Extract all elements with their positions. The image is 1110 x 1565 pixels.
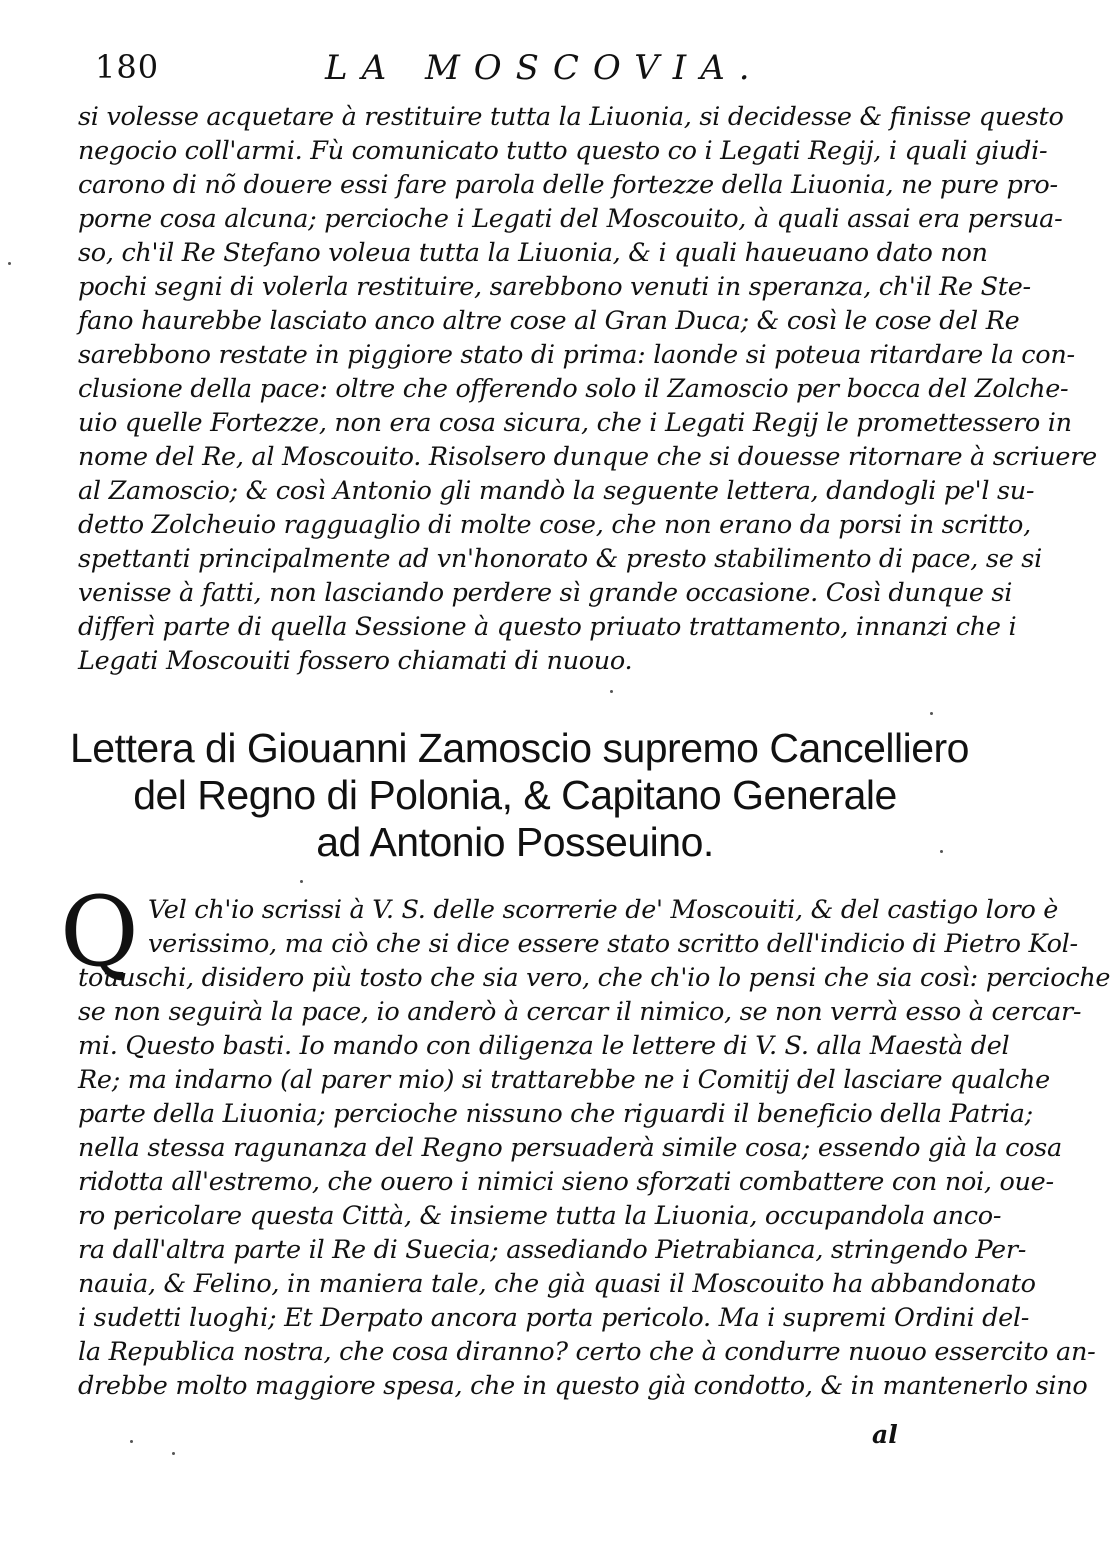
text-line: venisse à fatti, non lasciando perdere sì grande occasione. Così dunque si [78,578,1013,608]
text-line: fano haurebbe lasciato anco altre cose al Gran Duca; & così le cose del Re [78,306,1020,336]
text-line: nauia, & Felino, in maniera tale, che già quasi il Moscouito ha abbandonato [78,1269,1036,1299]
text-line: sarebbono restate in piggiore stato di prima: laonde si poteua ritardare la con- [78,340,1075,370]
text-line: differì parte di quella Sessione à questo priuato trattamento, innanzi che i [78,612,1017,642]
text-line: ra dall'altra parte il Re di Suecia; assediando Pietrabianca, stringendo Per- [78,1235,1027,1265]
text-line: so, ch'il Re Stefano voleua tutta la Liuonia, & i quali haueuano dato non [78,238,988,268]
text-line: detto Zolcheuio ragguaglio di molte cose, che non erano da porsi in scritto, [78,510,1031,540]
text-line: al Zamoscio; & così Antonio gli mandò la seguente lettera, dandogli pe'l su- [78,476,1035,506]
heading-line: ad Antonio Posseuino. [316,819,714,865]
text-line: carono di nõ douere essi fare parola delle fortezze della Liuonia, ne pure pro- [78,170,1058,200]
scan-speck [940,850,943,853]
text-line: Re; ma indarno (al parer mio) si trattarebbe ne i Comitij del lasciare qualche [78,1065,1050,1095]
text-line: porne cosa alcuna; percioche i Legati del Moscouito, à quali assai era persua- [78,204,1063,234]
text-line: drebbe molto maggiore spesa, che in questo già condotto, & in mantenerlo sino [78,1371,1088,1401]
text-line: Vel ch'io scrissi à V. S. delle scorrerie de' Moscouiti, & del castigo loro è [148,895,1059,925]
text-line: verissimo, ma ciò che si dice essere stato scritto dell'indicio di Pietro Kol- [148,929,1078,959]
text-line: ro pericolare questa Città, & insieme tutta la Liuonia, occupandola anco- [78,1201,1002,1231]
scan-speck [172,1452,175,1455]
text-line: negocio coll'armi. Fù comunicato tutto questo co i Legati Regij, i quali giudi- [78,136,1048,166]
text-line: si volesse acquetare à restituire tutta la Liuonia, si decidesse & finisse questo [78,102,1064,132]
scan-speck [300,880,303,883]
text-line: Legati Moscouiti fossero chiamati di nuouo. [78,646,633,676]
letter-heading [70,725,969,866]
text-line: mi. Questo basti. Io mando con diligenza le lettere di V. S. alla Maestà del [78,1031,1010,1061]
text-line: i sudetti luoghi; Et Derpato ancora porta pericolo. Ma i supremi Ordini del- [78,1303,1030,1333]
page-number: 180 [95,48,160,86]
heading-line: Lettera di Giouanni Zamoscio supremo Cancelliero [70,725,969,771]
scan-speck [610,690,613,693]
text-line: uio quelle Fortezze, non era cosa sicura, che i Legati Regij le promettessero in [78,408,1072,438]
running-head: LA MOSCOVIA. [325,48,764,88]
text-line: touuschi, disidero più tosto che sia vero, che ch'io lo pensi che sia così: percioche [78,963,1110,993]
text-line: se non seguirà la pace, io anderò à cercar il nimico, se non verrà esso à cercar- [78,997,1082,1027]
text-line: pochi segni di volerla restituire, sarebbono venuti in speranza, ch'il Re Ste- [78,272,1031,302]
drop-cap: Q [60,876,139,988]
page-header [95,48,915,96]
text-line: parte della Liuonia; percioche nissuno che riguardi il beneficio della Patria; [78,1099,1033,1129]
text-line: clusione della pace: oltre che offerendo solo il Zamoscio per bocca del Zolche- [78,374,1069,404]
heading-line: del Regno di Polonia, & Capitano Generale [133,772,897,818]
scan-speck [930,712,933,715]
text-line: la Republica nostra, che cosa diranno? certo che à condurre nuouo essercito an- [78,1337,1096,1367]
catchword: al [872,1420,898,1449]
text-line: ridotta all'estremo, che ouero i nimici sieno sforzati combattere con noi, oue- [78,1167,1054,1197]
text-line: nella stessa ragunanza del Regno persuaderà simile cosa; essendo già la cosa [78,1133,1062,1163]
scan-speck [8,262,11,265]
text-line: spettanti principalmente ad vn'honorato & presto stabilimento di pace, se si [78,544,1042,574]
letter-body [78,893,1110,1403]
text-line: nome del Re, al Moscouito. Risolsero dunque che si douesse ritornare à scriuere [78,442,1097,472]
scan-speck [130,1440,133,1443]
paragraph-1 [78,100,1097,678]
